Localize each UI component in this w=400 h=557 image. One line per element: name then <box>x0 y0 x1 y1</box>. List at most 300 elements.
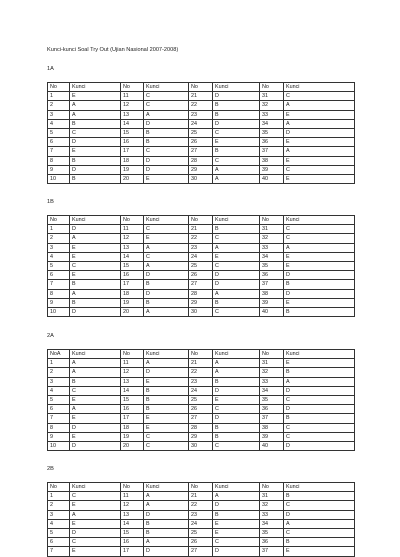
answer-key-cell: A <box>144 110 189 119</box>
question-number-cell: 24 <box>189 386 213 395</box>
question-number-cell: 24 <box>189 119 213 128</box>
question-number-cell: 20 <box>121 308 144 317</box>
table-row <box>48 423 355 432</box>
question-number-cell: 26 <box>189 138 213 147</box>
answer-key-cell: D <box>144 510 189 519</box>
question-number-cell: 36 <box>260 138 284 147</box>
column-header-no: No <box>260 83 284 92</box>
answer-key-cell: B <box>144 298 189 307</box>
question-number-cell: 17 <box>121 414 144 423</box>
answer-key-cell: D <box>70 165 121 174</box>
table-row <box>48 175 355 184</box>
table-row <box>48 147 355 156</box>
question-number-cell: 8 <box>48 289 70 298</box>
question-number-cell: 16 <box>121 271 144 280</box>
answer-key-cell: B <box>144 519 189 528</box>
answer-key-cell: C <box>213 234 260 243</box>
answer-key-cell: D <box>144 165 189 174</box>
answer-key-cell: E <box>70 271 121 280</box>
question-number-cell: 29 <box>189 165 213 174</box>
question-number-cell: 20 <box>121 175 144 184</box>
column-header-kunci: Kunci <box>144 350 189 359</box>
question-number-cell: 34 <box>260 252 284 261</box>
question-number-cell: 25 <box>189 396 213 405</box>
answer-key-cell: D <box>144 289 189 298</box>
answer-key-cell: A <box>144 501 189 510</box>
answer-key-cell: B <box>213 432 260 441</box>
answer-key-cell: C <box>70 538 121 547</box>
answer-key-cell: D <box>284 289 355 298</box>
table-header-row <box>48 216 355 225</box>
question-number-cell: 25 <box>189 529 213 538</box>
question-number-cell: 1 <box>48 225 70 234</box>
answer-key-cell: D <box>284 386 355 395</box>
question-number-cell: 11 <box>121 92 144 101</box>
column-header-no: No <box>189 83 213 92</box>
table-row <box>48 368 355 377</box>
column-header-no: No <box>189 216 213 225</box>
question-number-cell: 15 <box>121 262 144 271</box>
question-number-cell: 35 <box>260 529 284 538</box>
question-number-cell: 32 <box>260 234 284 243</box>
column-header-no: NoA <box>48 350 70 359</box>
answer-key-cell: B <box>70 175 121 184</box>
question-number-cell: 19 <box>121 432 144 441</box>
question-number-cell: 31 <box>260 359 284 368</box>
answer-key-cell: D <box>144 368 189 377</box>
question-number-cell: 10 <box>48 442 70 451</box>
answer-key-cell: E <box>144 414 189 423</box>
column-header-kunci: Kunci <box>213 350 260 359</box>
answer-key-cell: C <box>213 538 260 547</box>
table-header-row <box>48 483 355 492</box>
table-header-row <box>48 350 355 359</box>
answer-key-cell: A <box>213 359 260 368</box>
question-number-cell: 37 <box>260 414 284 423</box>
table-row <box>48 308 355 317</box>
answer-key-cell: E <box>284 359 355 368</box>
table-row <box>48 386 355 395</box>
question-number-cell: 33 <box>260 510 284 519</box>
question-number-cell: 5 <box>48 262 70 271</box>
question-number-cell: 4 <box>48 386 70 395</box>
answer-key-cell: D <box>213 280 260 289</box>
answer-key-cell: C <box>284 423 355 432</box>
answer-key-cell: D <box>284 510 355 519</box>
answer-key-cell: A <box>213 243 260 252</box>
answer-key-cell: C <box>70 492 121 501</box>
question-number-cell: 17 <box>121 147 144 156</box>
column-header-no: No <box>48 483 70 492</box>
answer-key-cell: A <box>70 101 121 110</box>
answer-key-cell: A <box>213 175 260 184</box>
table-row <box>48 234 355 243</box>
answer-key-cell: E <box>144 175 189 184</box>
question-number-cell: 8 <box>48 156 70 165</box>
answer-key-cell: E <box>144 234 189 243</box>
answer-key-cell: D <box>213 386 260 395</box>
question-number-cell: 22 <box>189 501 213 510</box>
column-header-kunci: Kunci <box>213 83 260 92</box>
column-header-no: No <box>260 350 284 359</box>
question-number-cell: 28 <box>189 289 213 298</box>
answer-key-cell: C <box>284 234 355 243</box>
question-number-cell: 37 <box>260 280 284 289</box>
question-number-cell: 6 <box>48 138 70 147</box>
answer-key-table <box>47 349 355 451</box>
section-label: 1A <box>47 66 54 72</box>
question-number-cell: 18 <box>121 156 144 165</box>
question-number-cell: 34 <box>260 119 284 128</box>
table-row <box>48 156 355 165</box>
answer-key-section-1a <box>47 66 354 184</box>
question-number-cell: 23 <box>189 510 213 519</box>
table-row <box>48 101 355 110</box>
question-number-cell: 11 <box>121 225 144 234</box>
question-number-cell: 3 <box>48 377 70 386</box>
question-number-cell: 32 <box>260 101 284 110</box>
table-row <box>48 165 355 174</box>
table-row <box>48 396 355 405</box>
column-header-no: No <box>260 216 284 225</box>
question-number-cell: 24 <box>189 252 213 261</box>
answer-key-cell: E <box>284 156 355 165</box>
answer-key-cell: D <box>70 308 121 317</box>
answer-key-cell: B <box>144 386 189 395</box>
answer-key-cell: A <box>213 368 260 377</box>
answer-key-cell: B <box>213 225 260 234</box>
answer-key-cell: B <box>284 538 355 547</box>
question-number-cell: 1 <box>48 492 70 501</box>
answer-key-cell: A <box>144 492 189 501</box>
answer-key-cell: B <box>213 147 260 156</box>
answer-key-cell: C <box>213 262 260 271</box>
answer-key-cell: D <box>144 547 189 556</box>
question-number-cell: 28 <box>189 156 213 165</box>
column-header-no: No <box>189 483 213 492</box>
answer-key-cell: D <box>70 138 121 147</box>
question-number-cell: 12 <box>121 101 144 110</box>
question-number-cell: 29 <box>189 432 213 441</box>
question-number-cell: 40 <box>260 442 284 451</box>
answer-key-cell: C <box>284 165 355 174</box>
answer-key-cell: D <box>213 119 260 128</box>
answer-key-cell: B <box>213 101 260 110</box>
question-number-cell: 19 <box>121 298 144 307</box>
answer-key-section-2b <box>47 466 354 557</box>
question-number-cell: 37 <box>260 147 284 156</box>
table-row <box>48 129 355 138</box>
answer-key-cell: C <box>213 308 260 317</box>
answer-key-cell: C <box>144 147 189 156</box>
question-number-cell: 26 <box>189 271 213 280</box>
table-row <box>48 280 355 289</box>
question-number-cell: 1 <box>48 359 70 368</box>
answer-key-cell: E <box>70 92 121 101</box>
answer-key-cell: B <box>144 405 189 414</box>
answer-key-cell: A <box>70 359 121 368</box>
answer-key-cell: B <box>213 510 260 519</box>
question-number-cell: 9 <box>48 165 70 174</box>
question-number-cell: 22 <box>189 234 213 243</box>
question-number-cell: 14 <box>121 252 144 261</box>
question-number-cell: 35 <box>260 262 284 271</box>
question-number-cell: 14 <box>121 519 144 528</box>
question-number-cell: 33 <box>260 243 284 252</box>
answer-key-cell: E <box>284 252 355 261</box>
question-number-cell: 9 <box>48 298 70 307</box>
question-number-cell: 34 <box>260 519 284 528</box>
question-number-cell: 13 <box>121 110 144 119</box>
answer-key-cell: C <box>144 92 189 101</box>
question-number-cell: 10 <box>48 175 70 184</box>
question-number-cell: 3 <box>48 510 70 519</box>
question-number-cell: 18 <box>121 289 144 298</box>
answer-key-cell: E <box>213 252 260 261</box>
answer-key-cell: A <box>70 368 121 377</box>
question-number-cell: 38 <box>260 423 284 432</box>
answer-key-cell: D <box>144 271 189 280</box>
question-number-cell: 17 <box>121 547 144 556</box>
table-row <box>48 414 355 423</box>
question-number-cell: 3 <box>48 110 70 119</box>
answer-key-cell: E <box>70 147 121 156</box>
answer-key-cell: D <box>70 442 121 451</box>
question-number-cell: 21 <box>189 225 213 234</box>
answer-key-cell: B <box>144 396 189 405</box>
column-header-no: No <box>121 83 144 92</box>
question-number-cell: 5 <box>48 529 70 538</box>
answer-key-cell: E <box>284 547 355 556</box>
question-number-cell: 2 <box>48 368 70 377</box>
question-number-cell: 28 <box>189 423 213 432</box>
question-number-cell: 21 <box>189 359 213 368</box>
question-number-cell: 26 <box>189 538 213 547</box>
question-number-cell: 16 <box>121 138 144 147</box>
question-number-cell: 30 <box>189 442 213 451</box>
question-number-cell: 23 <box>189 243 213 252</box>
answer-key-cell: B <box>144 138 189 147</box>
question-number-cell: 8 <box>48 423 70 432</box>
question-number-cell: 14 <box>121 386 144 395</box>
question-number-cell: 40 <box>260 175 284 184</box>
answer-key-cell: D <box>284 405 355 414</box>
answer-key-cell: E <box>284 110 355 119</box>
question-number-cell: 2 <box>48 101 70 110</box>
question-number-cell: 25 <box>189 262 213 271</box>
answer-key-cell: D <box>213 414 260 423</box>
answer-key-cell: E <box>70 414 121 423</box>
answer-key-cell: D <box>213 271 260 280</box>
answer-key-table <box>47 482 355 557</box>
question-number-cell: 23 <box>189 377 213 386</box>
column-header-kunci: Kunci <box>70 216 121 225</box>
answer-key-cell: A <box>144 308 189 317</box>
answer-key-cell: D <box>144 119 189 128</box>
table-row <box>48 359 355 368</box>
question-number-cell: 27 <box>189 147 213 156</box>
answer-key-cell: B <box>213 298 260 307</box>
column-header-kunci: Kunci <box>70 350 121 359</box>
answer-key-cell: C <box>144 252 189 261</box>
question-number-cell: 31 <box>260 92 284 101</box>
question-number-cell: 33 <box>260 377 284 386</box>
answer-key-cell: B <box>284 492 355 501</box>
question-number-cell: 2 <box>48 501 70 510</box>
question-number-cell: 39 <box>260 298 284 307</box>
answer-key-cell: E <box>70 396 121 405</box>
table-row <box>48 92 355 101</box>
answer-key-cell: E <box>284 138 355 147</box>
answer-key-cell: A <box>70 110 121 119</box>
answer-key-cell: C <box>284 92 355 101</box>
answer-key-cell: B <box>144 280 189 289</box>
answer-key-cell: B <box>144 529 189 538</box>
question-number-cell: 31 <box>260 225 284 234</box>
answer-key-table <box>47 215 355 317</box>
column-header-kunci: Kunci <box>70 483 121 492</box>
answer-key-cell: E <box>213 138 260 147</box>
question-number-cell: 5 <box>48 396 70 405</box>
question-number-cell: 12 <box>121 501 144 510</box>
answer-key-cell: A <box>284 147 355 156</box>
table-row <box>48 262 355 271</box>
question-number-cell: 25 <box>189 129 213 138</box>
question-number-cell: 27 <box>189 280 213 289</box>
answer-key-cell: A <box>70 289 121 298</box>
answer-key-cell: B <box>70 377 121 386</box>
answer-key-cell: D <box>284 129 355 138</box>
column-header-kunci: Kunci <box>213 483 260 492</box>
column-header-no: No <box>189 350 213 359</box>
answer-key-cell: C <box>213 405 260 414</box>
question-number-cell: 11 <box>121 359 144 368</box>
question-number-cell: 7 <box>48 414 70 423</box>
answer-key-cell: E <box>284 262 355 271</box>
table-row <box>48 138 355 147</box>
question-number-cell: 24 <box>189 519 213 528</box>
question-number-cell: 18 <box>121 423 144 432</box>
answer-key-cell: E <box>144 377 189 386</box>
question-number-cell: 5 <box>48 129 70 138</box>
question-number-cell: 14 <box>121 119 144 128</box>
answer-key-cell: C <box>144 442 189 451</box>
column-header-kunci: Kunci <box>144 83 189 92</box>
question-number-cell: 36 <box>260 271 284 280</box>
answer-key-cell: E <box>144 423 189 432</box>
column-header-kunci: Kunci <box>284 350 355 359</box>
question-number-cell: 13 <box>121 377 144 386</box>
table-row <box>48 405 355 414</box>
question-number-cell: 32 <box>260 368 284 377</box>
question-number-cell: 37 <box>260 547 284 556</box>
table-header-row <box>48 83 355 92</box>
question-number-cell: 15 <box>121 129 144 138</box>
question-number-cell: 29 <box>189 298 213 307</box>
answer-key-cell: C <box>284 432 355 441</box>
question-number-cell: 38 <box>260 156 284 165</box>
answer-key-cell: A <box>70 510 121 519</box>
column-header-kunci: Kunci <box>144 483 189 492</box>
column-header-no: No <box>48 216 70 225</box>
question-number-cell: 19 <box>121 165 144 174</box>
answer-key-cell: B <box>213 377 260 386</box>
answer-key-cell: A <box>144 538 189 547</box>
answer-key-cell: C <box>70 129 121 138</box>
answer-key-cell: A <box>284 243 355 252</box>
question-number-cell: 27 <box>189 547 213 556</box>
column-header-no: No <box>260 483 284 492</box>
question-number-cell: 30 <box>189 175 213 184</box>
table-row <box>48 252 355 261</box>
answer-key-table <box>47 82 355 184</box>
column-header-no: No <box>48 83 70 92</box>
table-row <box>48 377 355 386</box>
question-number-cell: 6 <box>48 271 70 280</box>
answer-key-cell: A <box>144 359 189 368</box>
answer-key-cell: B <box>144 129 189 138</box>
column-header-kunci: Kunci <box>284 83 355 92</box>
answer-key-cell: C <box>284 225 355 234</box>
table-row <box>48 271 355 280</box>
answer-key-cell: C <box>284 501 355 510</box>
question-number-cell: 12 <box>121 368 144 377</box>
answer-key-cell: A <box>213 289 260 298</box>
answer-key-cell: B <box>213 423 260 432</box>
answer-key-cell: A <box>70 234 121 243</box>
table-row <box>48 501 355 510</box>
answer-key-cell: D <box>284 442 355 451</box>
answer-key-cell: B <box>70 280 121 289</box>
question-number-cell: 13 <box>121 243 144 252</box>
question-number-cell: 31 <box>260 492 284 501</box>
question-number-cell: 38 <box>260 289 284 298</box>
answer-key-cell: D <box>213 547 260 556</box>
question-number-cell: 20 <box>121 442 144 451</box>
answer-key-cell: A <box>284 377 355 386</box>
answer-key-cell: E <box>70 501 121 510</box>
question-number-cell: 33 <box>260 110 284 119</box>
answer-key-cell: B <box>70 298 121 307</box>
table-row <box>48 110 355 119</box>
table-row <box>48 289 355 298</box>
answer-key-cell: C <box>213 129 260 138</box>
answer-key-cell: D <box>213 92 260 101</box>
question-number-cell: 4 <box>48 519 70 528</box>
question-number-cell: 30 <box>189 308 213 317</box>
table-row <box>48 442 355 451</box>
question-number-cell: 7 <box>48 280 70 289</box>
answer-key-cell: C <box>213 156 260 165</box>
table-row <box>48 538 355 547</box>
answer-key-cell: A <box>284 119 355 128</box>
answer-key-cell: E <box>70 432 121 441</box>
question-number-cell: 23 <box>189 110 213 119</box>
answer-key-cell: C <box>284 396 355 405</box>
table-row <box>48 243 355 252</box>
question-number-cell: 4 <box>48 119 70 128</box>
question-number-cell: 39 <box>260 432 284 441</box>
table-row <box>48 510 355 519</box>
table-row <box>48 519 355 528</box>
answer-key-cell: D <box>213 501 260 510</box>
question-number-cell: 27 <box>189 414 213 423</box>
answer-key-cell: B <box>70 119 121 128</box>
answer-key-cell: E <box>284 298 355 307</box>
table-row <box>48 529 355 538</box>
section-label: 2B <box>47 466 54 472</box>
answer-key-cell: D <box>284 271 355 280</box>
